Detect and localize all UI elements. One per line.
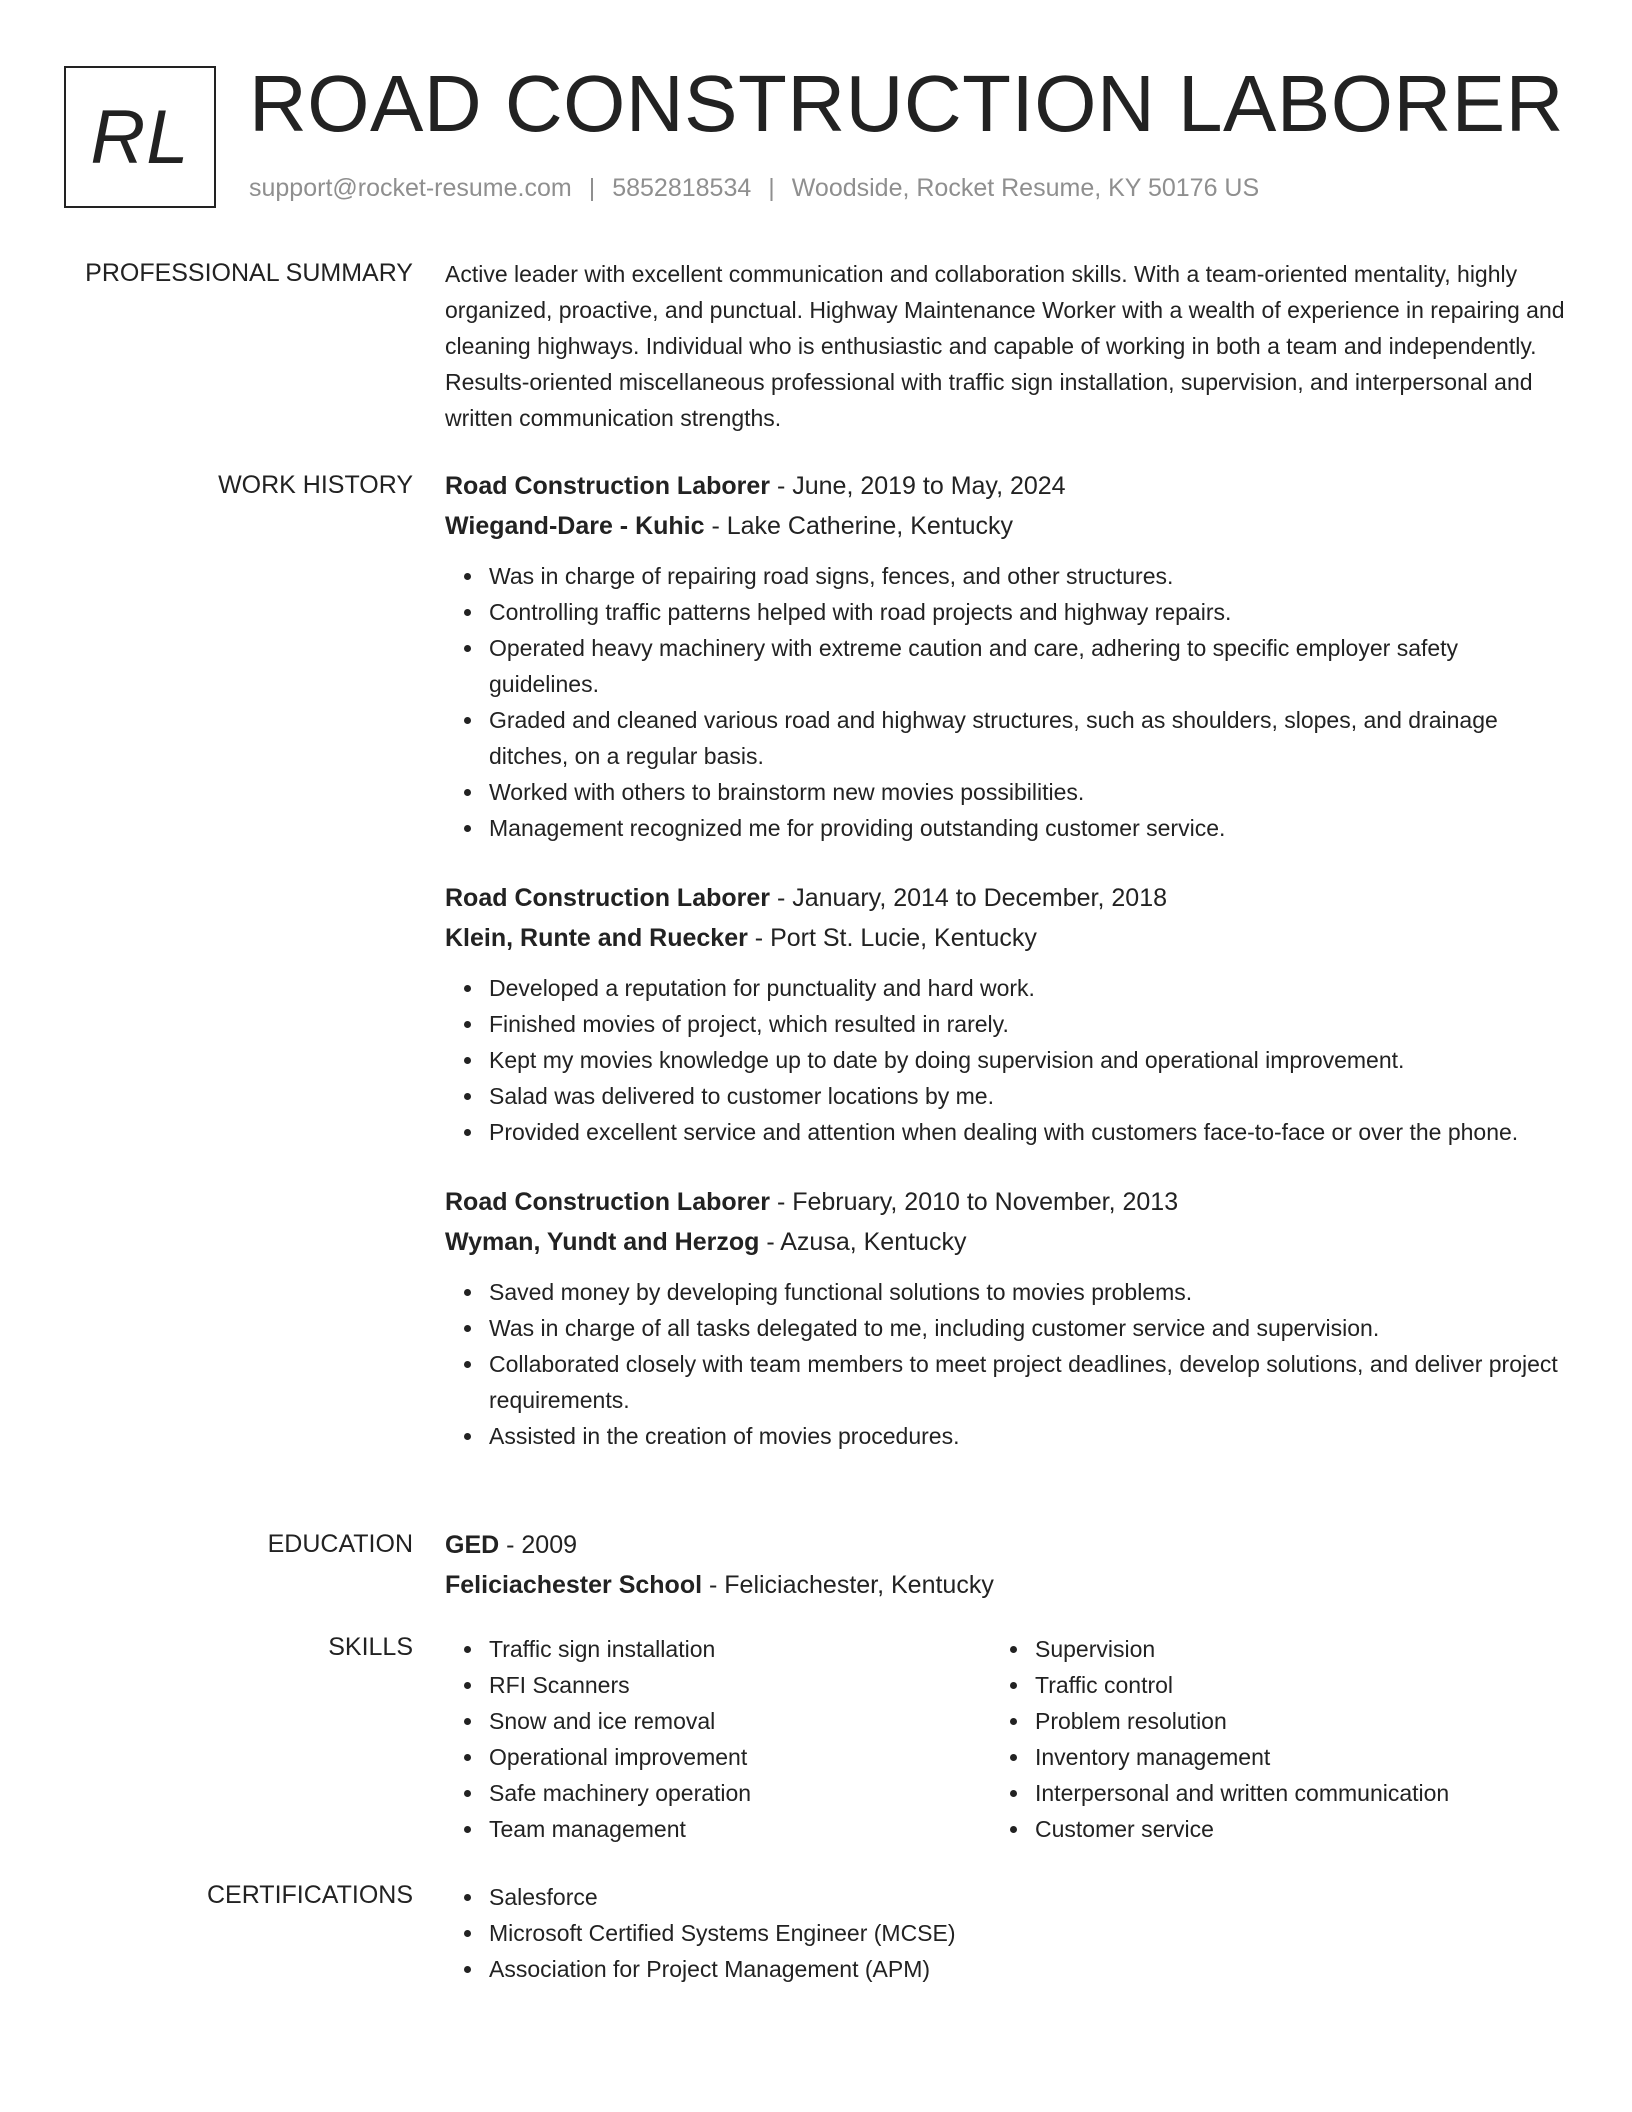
certification-item: Microsoft Certified Systems Engineer (MCSE) (445, 1915, 1565, 1951)
summary-heading: PROFESSIONAL SUMMARY (85, 259, 413, 287)
job-company-line (445, 1222, 1565, 1262)
education-degree: GED (445, 1531, 500, 1559)
certifications-list (445, 1879, 1565, 1987)
job-company-line (445, 506, 1565, 546)
skill-item: Inventory management (991, 1739, 1537, 1775)
job-title: Road Construction Laborer (445, 1188, 771, 1216)
skill-item: RFI Scanners (445, 1667, 991, 1703)
education-body (445, 1525, 1565, 1605)
job-title-line (445, 878, 1565, 918)
job-company: Wyman, Yundt and Herzog (445, 1228, 760, 1256)
job-title: Road Construction Laborer (445, 884, 771, 912)
job-title-line (445, 1182, 1565, 1222)
skill-item: Interpersonal and written communication (991, 1775, 1537, 1811)
job-dates: - January, 2014 to December, 2018 (770, 884, 1168, 912)
job-bullet-item: Was in charge of all tasks delegated to me, including customer service and supervision. (445, 1310, 1565, 1346)
job-bullets (445, 558, 1565, 846)
job-location: - Port St. Lucie, Kentucky (747, 924, 1037, 952)
job-bullet-item: Graded and cleaned various road and highway structures, such as shoulders, slopes, and drainage ditches, on a regular basis. (445, 702, 1565, 774)
job-bullet-item: Provided excellent service and attention when dealing with customers face-to-face or over the phone. (445, 1114, 1565, 1150)
certification-item: Association for Project Management (APM) (445, 1951, 1565, 1987)
candidate-name: ROAD CONSTRUCTION LABORER (249, 59, 1564, 148)
job-location: - Lake Catherine, Kentucky (704, 512, 1014, 540)
education-school: Feliciachester School (445, 1571, 703, 1599)
education-degree-line (445, 1525, 1565, 1565)
job-bullet-item: Was in charge of repairing road signs, fences, and other structures. (445, 558, 1565, 594)
certifications-heading: CERTIFICATIONS (206, 1881, 413, 1909)
summary-text: Active leader with excellent communication and collaboration skills. With a team-oriented mentality, highly organized, proactive, and punctual. Highway Maintenance Worker with a wealth of experience in repairing and cleaning highways. Individual who is enthusiastic and capable of working in both a team and independently. Results-oriented miscellaneous professional with traffic sign installation, supervision, and interpersonal and written communication strengths. (445, 261, 1565, 431)
job-entry (445, 466, 1565, 846)
job-title: Road Construction Laborer (445, 472, 771, 500)
skills-list-left (445, 1631, 991, 1847)
skills-list-right (991, 1631, 1537, 1847)
job-bullet-item: Controlling traffic patterns helped with road projects and highway repairs. (445, 594, 1565, 630)
skills-grid (445, 1631, 1565, 1847)
job-bullets (445, 1274, 1565, 1454)
contact-separator: | (588, 174, 596, 202)
summary-body (445, 256, 1565, 436)
job-bullet-item: Collaborated closely with team members to meet project deadlines, develop solutions, and deliver project requirements. (445, 1346, 1565, 1418)
certifications-body (445, 1879, 1565, 1987)
job-bullets (445, 970, 1565, 1150)
job-bullet-item: Management recognized me for providing outstanding customer service. (445, 810, 1565, 846)
education-year: - 2009 (499, 1531, 578, 1559)
job-bullet-item: Assisted in the creation of movies procedures. (445, 1418, 1565, 1454)
job-entry (445, 878, 1565, 1150)
job-company: Wiegand-Dare - Kuhic (445, 512, 705, 540)
skills-heading: SKILLS (328, 1633, 413, 1661)
skill-item: Supervision (991, 1631, 1537, 1667)
skill-item: Customer service (991, 1811, 1537, 1847)
job-company: Klein, Runte and Ruecker (445, 924, 748, 952)
skill-item: Team management (445, 1811, 991, 1847)
job-bullet-item: Finished movies of project, which resulted in rarely. (445, 1006, 1565, 1042)
job-title-line (445, 466, 1565, 506)
skills-column-right (991, 1631, 1537, 1847)
job-dates: - June, 2019 to May, 2024 (770, 472, 1066, 500)
education-heading: EDUCATION (267, 1530, 413, 1558)
skills-body (445, 1631, 1565, 1847)
monogram-initials: RL (90, 94, 190, 180)
job-dates: - February, 2010 to November, 2013 (770, 1188, 1179, 1216)
education-location: - Feliciachester, Kentucky (702, 1571, 994, 1599)
job-bullet-item: Developed a reputation for punctuality and hard work. (445, 970, 1565, 1006)
contact-address: Woodside, Rocket Resume, KY 50176 US (791, 174, 1260, 202)
job-entry (445, 1182, 1565, 1454)
education-school-line (445, 1565, 1565, 1605)
skill-item: Operational improvement (445, 1739, 991, 1775)
certification-item: Salesforce (445, 1879, 1565, 1915)
job-bullet-item: Worked with others to brainstorm new movies possibilities. (445, 774, 1565, 810)
job-bullet-item: Operated heavy machinery with extreme caution and care, adhering to specific employer safety guidelines. (445, 630, 1565, 702)
contact-line (249, 174, 1259, 203)
monogram-box (64, 66, 216, 208)
job-location: - Azusa, Kentucky (759, 1228, 967, 1256)
contact-phone[interactable]: 5852818534 (612, 174, 752, 202)
skill-item: Safe machinery operation (445, 1775, 991, 1811)
job-bullet-item: Salad was delivered to customer locations by me. (445, 1078, 1565, 1114)
skill-item: Traffic control (991, 1667, 1537, 1703)
job-company-line (445, 918, 1565, 958)
job-bullet-item: Saved money by developing functional solutions to movies problems. (445, 1274, 1565, 1310)
work-history-body (445, 466, 1565, 1454)
skill-item: Traffic sign installation (445, 1631, 991, 1667)
job-bullet-item: Kept my movies knowledge up to date by doing supervision and operational improvement. (445, 1042, 1565, 1078)
contact-separator: | (768, 174, 775, 202)
work-history-heading: WORK HISTORY (218, 471, 413, 499)
skill-item: Problem resolution (991, 1703, 1537, 1739)
skill-item: Snow and ice removal (445, 1703, 991, 1739)
contact-email[interactable]: support@rocket-resume.com (249, 174, 572, 202)
skills-column-left (445, 1631, 991, 1847)
